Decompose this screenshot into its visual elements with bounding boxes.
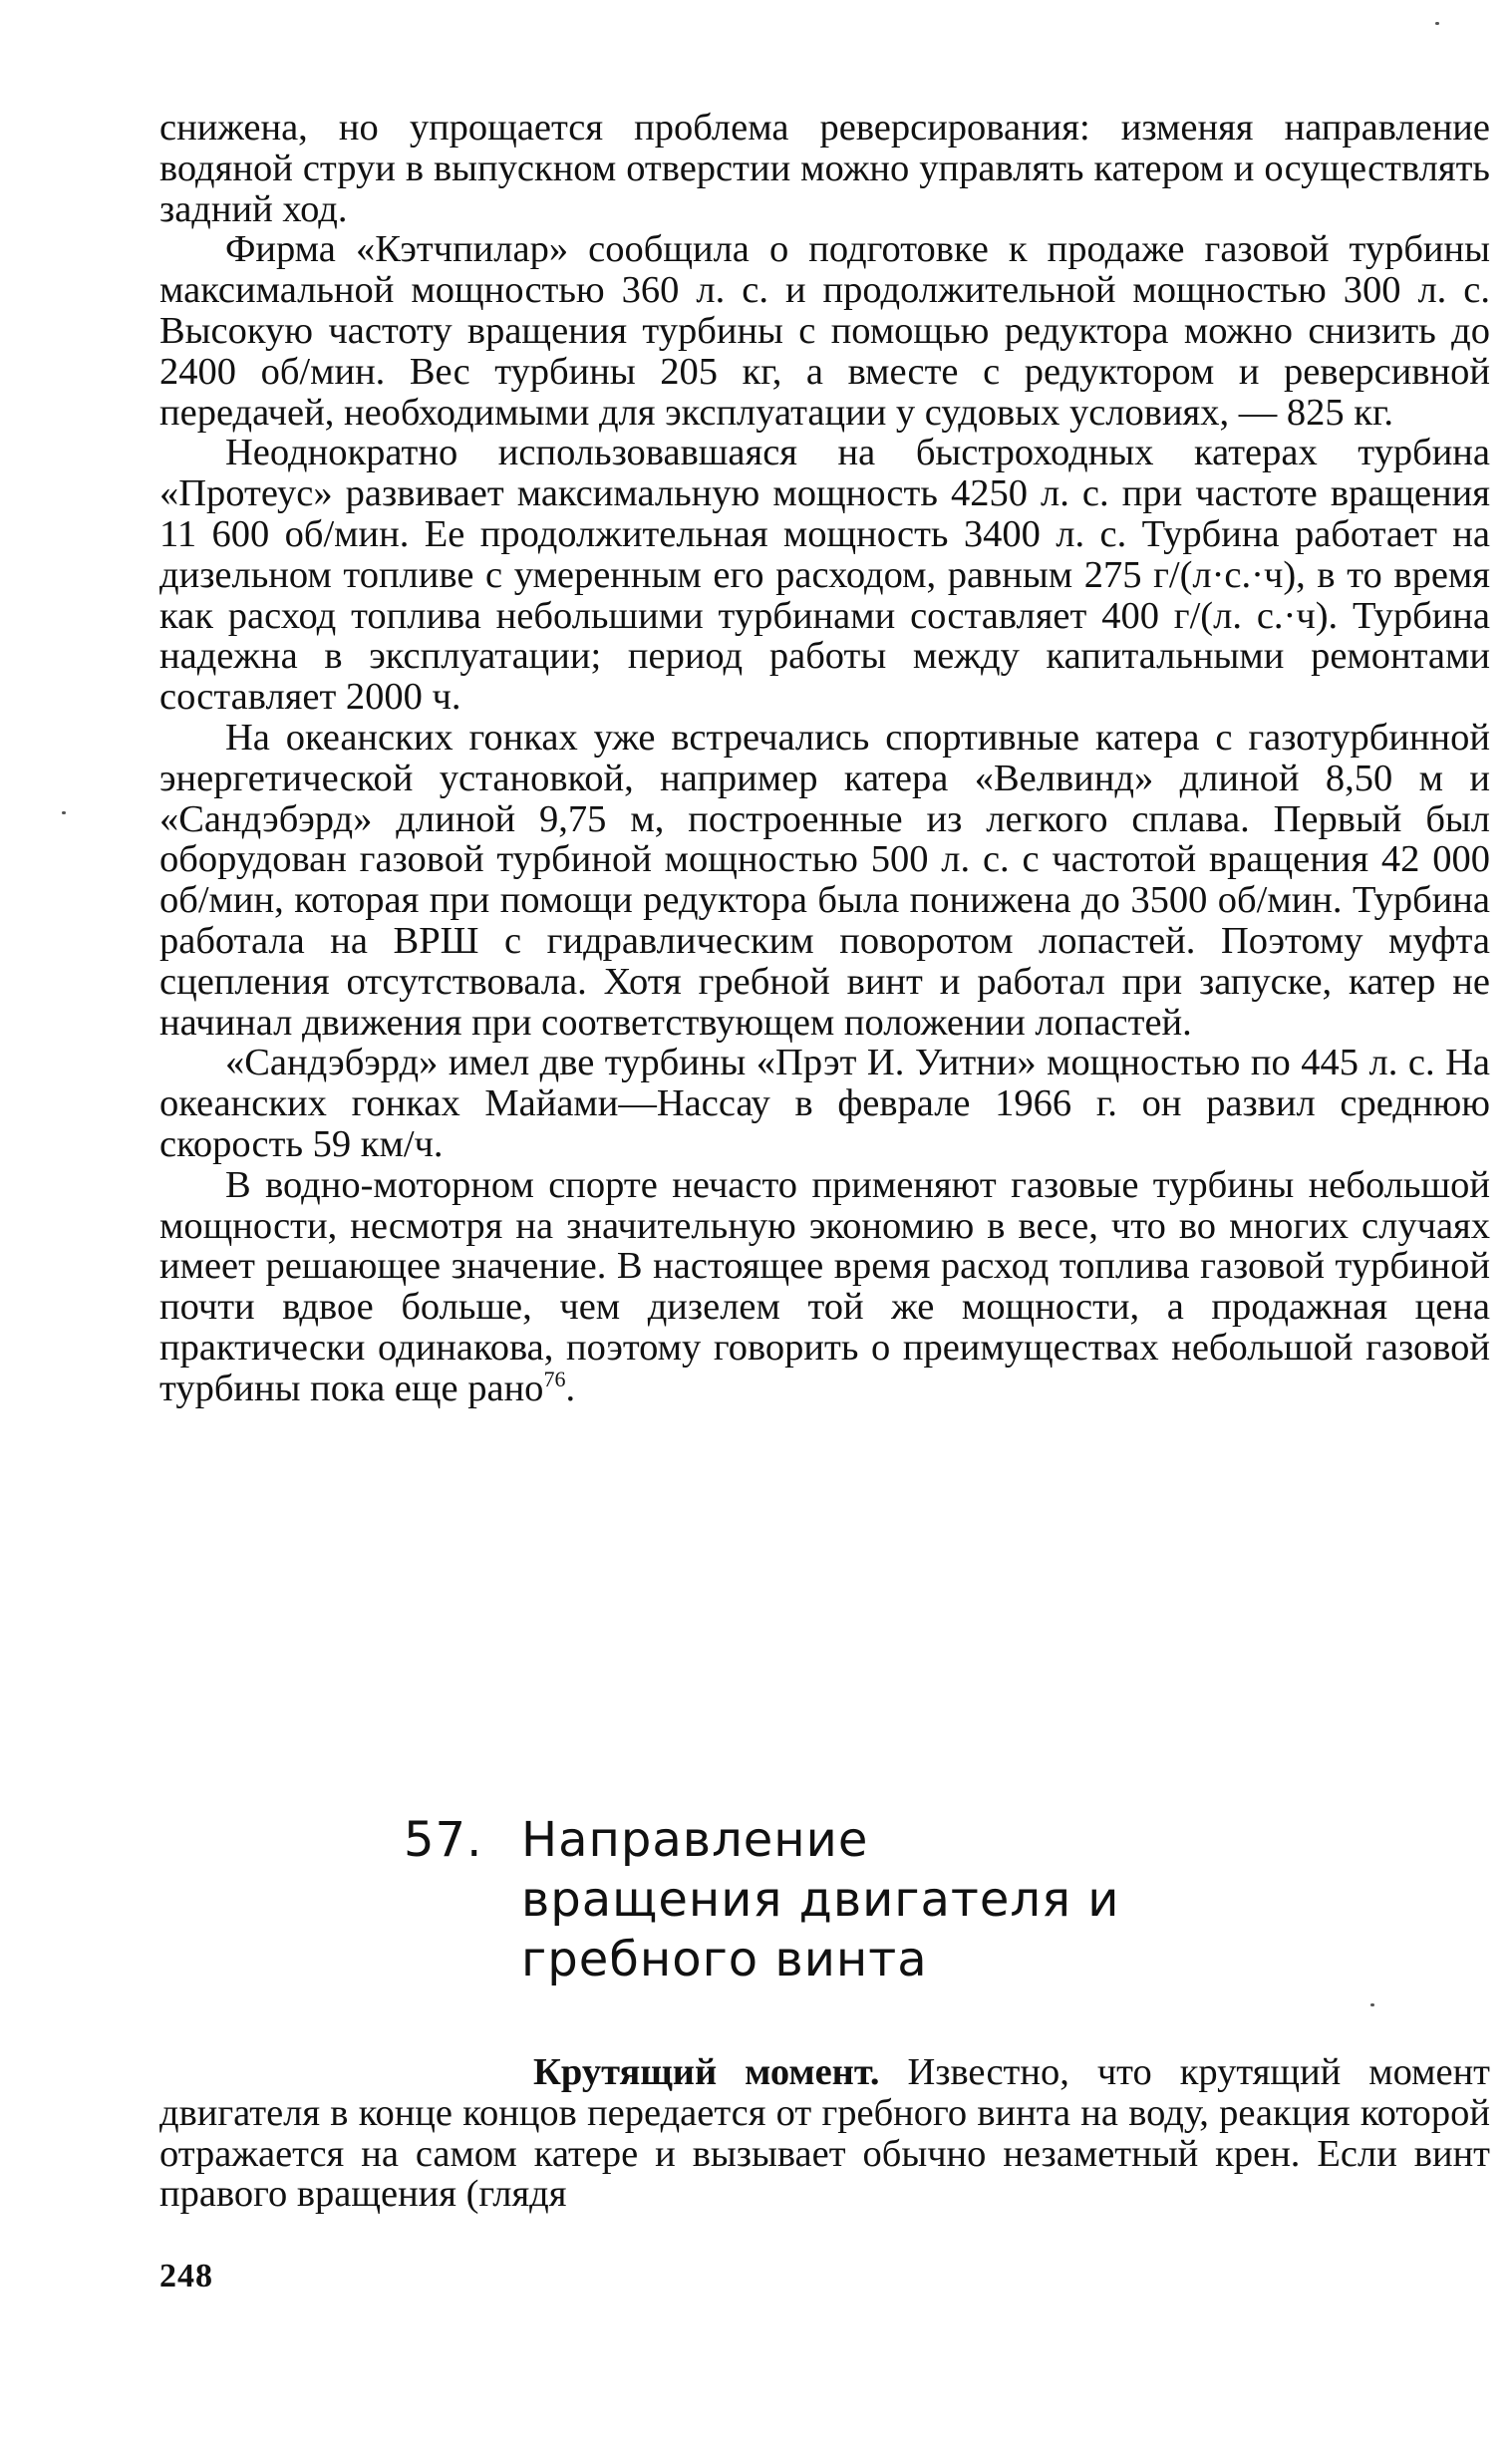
- print-speck: [1435, 22, 1439, 25]
- print-speck: [62, 811, 66, 814]
- print-speck: [1370, 2003, 1374, 2006]
- section-number: 57.: [404, 1812, 483, 1868]
- section-title: Направление вращения двигателя и гребного винта: [521, 1812, 1120, 1987]
- footnote-reference: 76: [543, 1366, 566, 1391]
- section-heading: [404, 1810, 1139, 1989]
- paragraph-torque: [159, 2052, 1490, 2215]
- paragraph-caterpillar-turbine: Фирма «Кэтчпилар» сообщила о подготовке к продаже газовой турбины максимальной мощностью 360 л. с. и продолжительной мощностью 300 л. с. Высокую частоту вращения турбины с помощью редуктора можно снизить до 2400 об/мин. Вес турбины 205 кг, а вместе с редуктором и реверсивной передачей, необходимыми для эксплуатации у судовых условиях, — 825 кг.: [159, 228, 1490, 434]
- body-text-top: [159, 108, 1490, 1409]
- run-in-heading: Крутящий момент.: [533, 2051, 880, 2093]
- paragraph-end-period: .: [565, 1367, 576, 1409]
- page-number: 248: [159, 2258, 213, 2294]
- paragraph-water-motor-sport: [159, 1165, 1490, 1409]
- paragraph-torque-text: Известно, что крутящий момент двигателя в конце концов передается от гребного винта на воду, реакция которой отражается на самом катере и вызывает обычно незаметный крен. Если винт правого вращения (глядя: [159, 2051, 1490, 2216]
- body-text-bottom: [159, 2052, 1490, 2215]
- paragraph-water-motor-sport-text: В водно-моторном спорте нечасто применяют газовые турбины небольшой мощности, несмотря на значительную экономию в весе, что во многих случаях имеет решающее значение. В настоящее время расход топлива газовой турбиной почти вдвое больше, чем дизелем той же мощности, а продажная цена практически одинакова, поэтому говорить о преимуществах небольшой газовой турбины пока еще рано: [159, 1163, 1490, 1409]
- paragraph-continuation: снижена, но упрощается проблема реверсирования: изменяя направление водяной струи в выпускном отверстии можно управлять катером и осуществлять задний ход.: [159, 107, 1490, 230]
- paragraph-ocean-races: На океанских гонках уже встречались спортивные катера с газотурбинной энергетической установкой, например катера «Велвинд» длиной 8,50 м и «Сандэбэрд» длиной 9,75 м, построенные из легкого сплава. Первый был оборудован газовой турбиной мощностью 500 л. с. с частотой вращения 42 000 об/мин, которая при помощи редуктора была понижена до 3500 об/мин. Турбина работала на ВРШ с гидравлическим поворотом лопастей. Поэтому муфта сцепления отсутствовала. Хотя гребной винт и работал при запуске, катер не начинал движения при соответствующем положении лопастей.: [159, 716, 1490, 1044]
- paragraph-proteus-turbine: Неоднократно использовавшаяся на быстроходных катерах турбина «Протеус» развивает максимальную мощность 4250 л. с. при частоте вращения 11 600 об/мин. Ее продолжительная мощность 3400 л. с. Турбина работает на дизельном топливе с умеренным его расходом, равным 275 г/(л·с.·ч), в то время как расход топлива небольшими турбинами составляет 400 г/(л. с.·ч). Турбина надежна в эксплуатации; период работы между капитальными ремонтами составляет 2000 ч.: [159, 432, 1490, 719]
- paragraph-sandebird: «Сандэбэрд» имел две турбины «Прэт И. Уитни» мощностью по 445 л. с. На океанских гонках Майами—Нассау в феврале 1966 г. он развил среднюю скорость 59 км/ч.: [159, 1042, 1490, 1165]
